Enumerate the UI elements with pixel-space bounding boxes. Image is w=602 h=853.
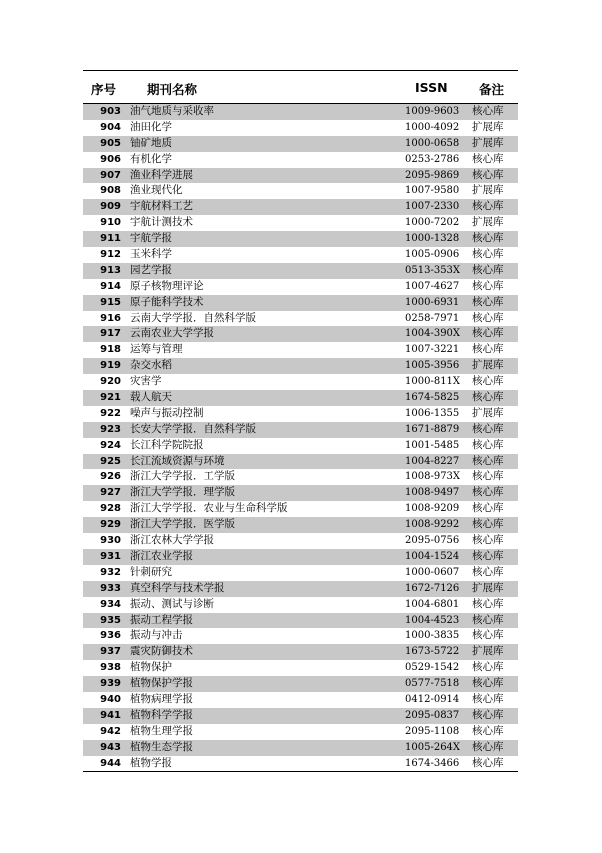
remarks-cell: 核心库 [472, 565, 504, 578]
journal-name: 振动工程学报 [130, 613, 193, 626]
serial-number: 927 [100, 487, 121, 499]
journal-name: 振动与冲击 [130, 629, 183, 642]
issn-cell: 2095-0837 [405, 709, 460, 721]
issn-cell: 1673-5722 [405, 646, 460, 658]
serial-number: 941 [100, 709, 121, 721]
remarks-cell: 核心库 [472, 295, 504, 308]
issn-cell: 1005-264X [405, 741, 461, 753]
journal-name: 宇航计测技术 [130, 216, 193, 229]
serial-number: 913 [100, 264, 121, 276]
serial-number: 919 [100, 360, 121, 372]
table-row [83, 326, 518, 342]
issn-cell: 1007-9580 [405, 185, 460, 197]
remarks-cell: 扩展库 [472, 216, 504, 229]
table-row [83, 501, 518, 517]
serial-number: 904 [100, 121, 121, 133]
table-header [83, 77, 518, 101]
journal-name: 载人航天 [130, 391, 172, 404]
remarks-cell: 扩展库 [472, 120, 504, 133]
journal-name: 运筹与管理 [130, 343, 183, 356]
remarks-cell: 核心库 [472, 470, 504, 483]
journal-name: 宇航学报 [130, 232, 172, 245]
header-journal-name: 期刊名称 [147, 82, 198, 97]
journal-name: 灾害学 [130, 375, 162, 388]
issn-cell: 1000-811X [405, 376, 461, 388]
issn-cell: 1674-3466 [405, 757, 460, 769]
serial-number: 931 [100, 550, 121, 562]
header-issn: ISSN [415, 80, 448, 95]
journal-name: 植物保护学报 [130, 677, 193, 690]
table-row [83, 231, 518, 247]
remarks-cell: 核心库 [472, 502, 504, 515]
remarks-cell: 扩展库 [472, 406, 504, 419]
table-row [83, 263, 518, 279]
issn-cell: 2095-1108 [405, 725, 460, 737]
journal-name: 油田化学 [130, 120, 172, 133]
remarks-cell: 核心库 [472, 756, 504, 769]
table-row [83, 485, 518, 501]
journal-name: 有机化学 [130, 152, 172, 165]
journal-name: 宇航材料工艺 [130, 200, 193, 213]
table-row [83, 422, 518, 438]
journal-name: 植物生态学报 [130, 740, 193, 753]
issn-cell: 1004-6801 [405, 598, 460, 610]
remarks-cell: 核心库 [472, 311, 504, 324]
issn-cell: 1004-8227 [405, 455, 460, 467]
table-row [83, 644, 518, 660]
table-row [83, 533, 518, 549]
remarks-cell: 扩展库 [472, 359, 504, 372]
issn-cell: 1007-4627 [405, 280, 460, 292]
table-row [83, 692, 518, 708]
serial-number: 917 [100, 328, 121, 340]
journal-name: 渔业现代化 [130, 184, 183, 197]
serial-number: 910 [100, 217, 121, 229]
remarks-cell: 核心库 [472, 613, 504, 626]
issn-cell: 0412-0914 [405, 693, 460, 705]
issn-cell: 1005-0906 [405, 249, 460, 261]
table-row [83, 724, 518, 740]
serial-number: 922 [100, 407, 121, 419]
serial-number: 933 [100, 582, 121, 594]
remarks-cell: 核心库 [472, 248, 504, 261]
table-row [83, 469, 518, 485]
journal-name: 植物学报 [130, 756, 172, 769]
serial-number: 912 [100, 249, 121, 261]
remarks-cell: 核心库 [472, 105, 504, 117]
remarks-cell: 核心库 [472, 724, 504, 737]
journal-name: 浙江大学学报．工学版 [130, 470, 235, 483]
table-row [83, 406, 518, 422]
journal-name: 浙江大学学报．农业与生命科学版 [130, 502, 288, 515]
issn-cell: 2095-0756 [405, 535, 460, 547]
remarks-cell: 核心库 [472, 343, 504, 356]
serial-number: 929 [100, 519, 121, 531]
table-row [83, 168, 518, 184]
journal-name: 浙江大学学报．医学版 [130, 518, 235, 531]
journal-name: 针刺研究 [130, 565, 172, 578]
table-row [83, 756, 518, 772]
serial-number: 928 [100, 503, 121, 515]
serial-number: 940 [100, 693, 121, 705]
serial-number: 936 [100, 630, 121, 642]
table-row [83, 104, 518, 120]
remarks-cell: 核心库 [472, 534, 504, 547]
serial-number: 937 [100, 646, 121, 658]
issn-cell: 1000-0658 [405, 137, 460, 149]
table-row [83, 390, 518, 406]
journal-name: 震灾防御技术 [130, 645, 193, 658]
issn-cell: 1007-2330 [405, 201, 460, 213]
remarks-cell: 核心库 [472, 168, 504, 181]
journal-name: 浙江大学学报．理学版 [130, 486, 235, 499]
remarks-cell: 核心库 [472, 200, 504, 213]
table-row [83, 120, 518, 136]
journal-name: 渔业科学进展 [130, 168, 193, 181]
table-bottom-rule [83, 771, 518, 772]
table-top-rule [83, 70, 518, 71]
serial-number: 925 [100, 455, 121, 467]
table-row [83, 549, 518, 565]
table-row [83, 295, 518, 311]
journal-name: 振动、测试与诊断 [130, 597, 214, 610]
issn-cell: 1671-8879 [405, 423, 460, 435]
table-row [83, 708, 518, 724]
journal-name: 长江科学院院报 [130, 438, 204, 451]
journal-name: 玉米科学 [130, 248, 172, 261]
remarks-cell: 扩展库 [472, 645, 504, 658]
issn-cell: 1007-3221 [405, 344, 460, 356]
remarks-cell: 核心库 [472, 152, 504, 165]
issn-cell: 1001-5485 [405, 439, 460, 451]
table-row [83, 358, 518, 374]
journal-name: 植物科学学报 [130, 708, 193, 721]
remarks-cell: 核心库 [472, 629, 504, 642]
serial-number: 923 [100, 423, 121, 435]
serial-number: 907 [100, 169, 121, 181]
journal-name: 噪声与振动控制 [130, 406, 204, 419]
issn-cell: 1004-4523 [405, 614, 460, 626]
issn-cell: 1000-7202 [405, 217, 460, 229]
issn-cell: 1005-3956 [405, 360, 460, 372]
issn-cell: 0529-1542 [405, 662, 460, 674]
issn-cell: 1004-1524 [405, 550, 460, 562]
table-row [83, 183, 518, 199]
remarks-cell: 核心库 [472, 677, 504, 690]
remarks-cell: 核心库 [472, 692, 504, 705]
serial-number: 938 [100, 662, 121, 674]
remarks-cell: 核心库 [472, 422, 504, 435]
table-row [83, 374, 518, 390]
serial-number: 944 [100, 757, 121, 769]
remarks-cell: 核心库 [472, 549, 504, 562]
header-remarks: 备注 [479, 82, 505, 97]
serial-number: 942 [100, 725, 121, 737]
serial-number: 918 [100, 344, 121, 356]
issn-cell: 1008-973X [405, 471, 461, 483]
table-row [83, 597, 518, 613]
serial-number: 935 [100, 614, 121, 626]
remarks-cell: 核心库 [472, 327, 504, 340]
journal-name: 云南大学学报．自然科学版 [130, 311, 256, 324]
issn-cell: 1000-0607 [405, 566, 460, 578]
remarks-cell: 扩展库 [472, 136, 504, 149]
journal-table-body [83, 104, 518, 771]
remarks-cell: 核心库 [472, 740, 504, 753]
journal-name: 原子能科学技术 [130, 295, 204, 308]
serial-number: 908 [100, 185, 121, 197]
serial-number: 916 [100, 312, 121, 324]
issn-cell: 1000-4092 [405, 121, 460, 133]
header-serial-number: 序号 [91, 82, 117, 97]
journal-name: 油气地质与采收率 [130, 105, 214, 117]
serial-number: 915 [100, 296, 121, 308]
journal-name: 植物生理学报 [130, 724, 193, 737]
serial-number: 921 [100, 392, 121, 404]
remarks-cell: 核心库 [472, 454, 504, 467]
journal-name: 铀矿地质 [130, 136, 172, 149]
issn-cell: 1006-1355 [405, 407, 460, 419]
issn-cell: 2095-9869 [405, 169, 460, 181]
table-row [83, 247, 518, 263]
issn-cell: 1000-6931 [405, 296, 460, 308]
journal-name: 浙江农业学报 [130, 549, 193, 562]
journal-name: 云南农业大学学报 [130, 327, 214, 340]
journal-name: 园艺学报 [130, 263, 172, 276]
serial-number: 926 [100, 471, 121, 483]
journal-name: 浙江农林大学学报 [130, 534, 214, 547]
issn-cell: 1000-1328 [405, 233, 460, 245]
table-row [83, 311, 518, 327]
remarks-cell: 核心库 [472, 518, 504, 531]
issn-cell: 1008-9292 [405, 519, 460, 531]
serial-number: 930 [100, 535, 121, 547]
remarks-cell: 核心库 [472, 375, 504, 388]
issn-cell: 1004-390X [405, 328, 461, 340]
issn-cell: 1674-5825 [405, 392, 460, 404]
remarks-cell: 核心库 [472, 597, 504, 610]
issn-cell: 1000-3835 [405, 630, 460, 642]
serial-number: 924 [100, 439, 121, 451]
table-row [83, 740, 518, 756]
table-row [83, 565, 518, 581]
serial-number: 909 [100, 201, 121, 213]
remarks-cell: 核心库 [472, 391, 504, 404]
remarks-cell: 扩展库 [472, 581, 504, 594]
remarks-cell: 核心库 [472, 279, 504, 292]
issn-cell: 1008-9497 [405, 487, 460, 499]
table-row [83, 613, 518, 629]
table-row [83, 199, 518, 215]
table-row [83, 342, 518, 358]
serial-number: 914 [100, 280, 121, 292]
journal-name: 真空科学与技术学报 [130, 581, 225, 594]
serial-number: 932 [100, 566, 121, 578]
serial-number: 906 [100, 153, 121, 165]
table-row [83, 581, 518, 597]
table-row [83, 660, 518, 676]
table-row [83, 517, 518, 533]
issn-cell: 1008-9209 [405, 503, 460, 515]
journal-name: 原子核物理评论 [130, 279, 204, 292]
issn-cell: 0577-7518 [405, 678, 460, 690]
remarks-cell: 核心库 [472, 263, 504, 276]
journal-name: 植物保护 [130, 661, 172, 674]
journal-name: 长安大学学报．自然科学版 [130, 422, 256, 435]
issn-cell: 1672-7126 [405, 582, 460, 594]
serial-number: 920 [100, 376, 121, 388]
table-row [83, 438, 518, 454]
remarks-cell: 核心库 [472, 232, 504, 245]
table-row [83, 676, 518, 692]
table-row [83, 215, 518, 231]
serial-number: 903 [100, 106, 121, 117]
issn-cell: 1009-9603 [405, 106, 460, 117]
remarks-cell: 核心库 [472, 438, 504, 451]
serial-number: 911 [100, 233, 121, 245]
remarks-cell: 核心库 [472, 486, 504, 499]
serial-number: 905 [100, 137, 121, 149]
serial-number: 943 [100, 741, 121, 753]
table-row [83, 628, 518, 644]
journal-name: 杂交水稻 [130, 359, 172, 372]
journal-name: 长江流域资源与环境 [130, 454, 225, 467]
serial-number: 939 [100, 678, 121, 690]
remarks-cell: 核心库 [472, 708, 504, 721]
table-row [83, 152, 518, 168]
journal-name: 植物病理学报 [130, 692, 193, 705]
issn-cell: 0258-7971 [405, 312, 460, 324]
table-row [83, 279, 518, 295]
remarks-cell: 扩展库 [472, 184, 504, 197]
issn-cell: 0253-2786 [405, 153, 460, 165]
remarks-cell: 核心库 [472, 661, 504, 674]
issn-cell: 0513-353X [405, 264, 461, 276]
serial-number: 934 [100, 598, 121, 610]
table-row [83, 136, 518, 152]
table-row [83, 454, 518, 470]
